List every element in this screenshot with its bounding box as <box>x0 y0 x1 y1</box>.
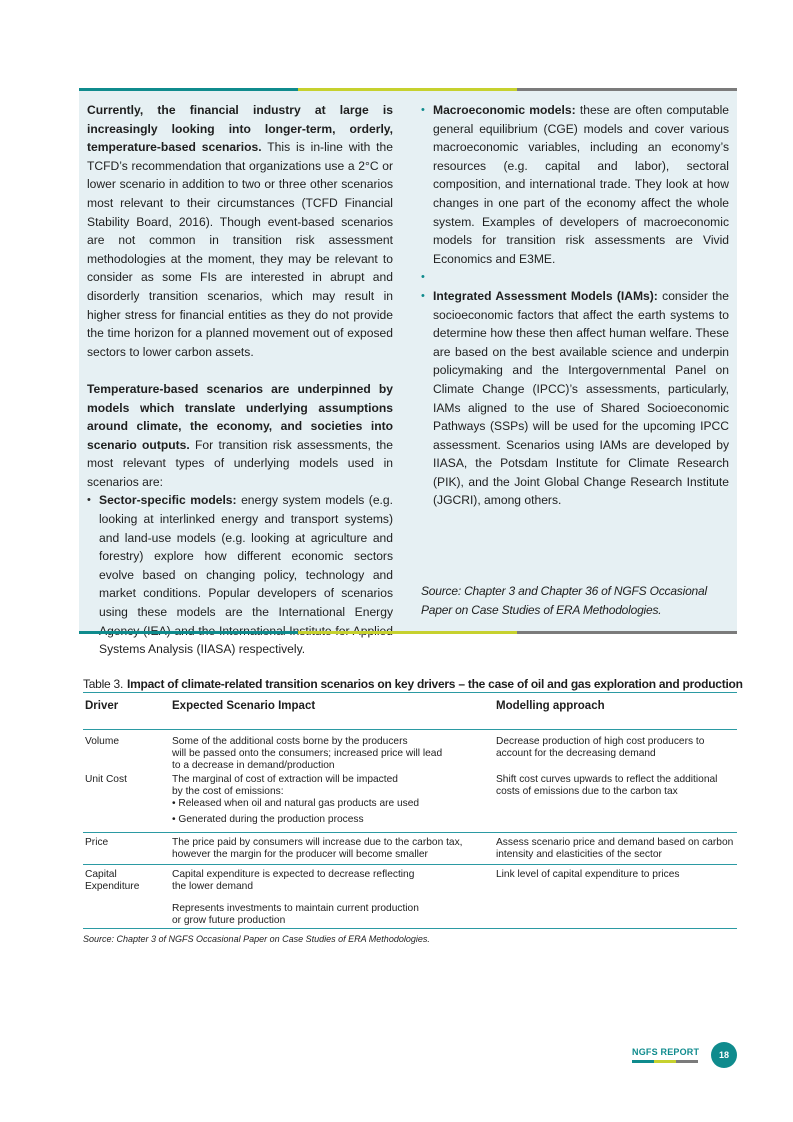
box-bottom-stripe <box>79 631 737 634</box>
footer-stripe <box>632 1060 698 1063</box>
stripe-lime <box>298 88 517 91</box>
box-top-stripe <box>79 88 737 91</box>
list-item-macroeconomic-models: • Macroeconomic models: these are often computable general equilibrium (CGE) models and cover various macroeconomic variables, including an economy’s resources (e.g. capital and labor), sectoral composition, and international trade. They look at how changes in one part of the economy affect the whole system. Examples of developers of macroeconomic models for transition risk assessments are Vivid Economics and E3ME. <box>421 101 729 268</box>
box-source-note: Source: Chapter 3 and Chapter 36 of NGFS Occasional Paper on Case Studies of ERA Methodologies. <box>421 584 707 617</box>
stripe-teal <box>79 88 298 91</box>
table-row <box>83 833 737 864</box>
row-impact: The marginal of cost of extraction will be impacted by the cost of emissions: • Released when oil and natural gas products are used • Generated during the production process <box>172 774 420 825</box>
footer-report-label: NGFS REPORT <box>632 1047 700 1057</box>
row-driver: Price <box>85 837 109 848</box>
header-driver: Driver <box>85 700 119 712</box>
row-approach: Assess scenario price and demand based on carbon intensity and elasticities of the sector <box>496 837 734 860</box>
table-header-row <box>83 693 737 729</box>
box-left-column <box>87 101 393 659</box>
row-impact: The price paid by consumers will increase due to the carbon tax, however the margin for the producer will become smaller <box>172 837 463 860</box>
row-approach: Link level of capital expenditure to prices <box>496 869 680 880</box>
row-driver: Volume <box>85 736 119 747</box>
table-source-note: Source: Chapter 3 of NGFS Occasional Paper on Case Studies of ERA Methodologies. <box>83 934 430 944</box>
table-row <box>83 774 737 832</box>
table-caption: Table 3. Impact of climate-related transition scenarios on key drivers – the case of oil and gas exploration and production <box>83 677 743 691</box>
row-driver: Unit Cost <box>85 774 127 785</box>
model-types-list-continued <box>421 101 729 510</box>
header-impact: Expected Scenario Impact <box>172 700 316 712</box>
row-impact: Capital expenditure is expected to decrease reflecting the lower demand Represents investments to maintain current production or grow future production <box>172 869 419 926</box>
list-item-sector-specific-models: • Sector-specific models: energy system models (e.g. looking at interlinked energy and transport systems) and land-use models (e.g. looking at agriculture and forestry) explore how different economic sectors evolve based on changing policy, technology and market conditions. Popular developers of scenarios using these models are the International Energy Systems Analysis (IIASA) respectively. <box>87 491 393 658</box>
table-3 <box>83 676 743 945</box>
row-approach: Decrease production of high cost producers to account for the decreasing demand <box>496 736 705 759</box>
paragraph-underlying-models: Temperature-based scenarios are underpinned by models which translate underlying assumptions around climate, the economy, and societies into scenario outputs. For transition risk assessments, the most relevant types of underlying models used in scenarios are: <box>87 381 393 489</box>
box-right-column <box>421 101 729 510</box>
row-approach: Shift cost curves upwards to reflect the additional costs of emissions due to the carbon tax <box>496 774 718 797</box>
row-impact: Some of the additional costs borne by the producers will be passed onto the consumers; increased price will lead to a decrease in demand/production <box>172 736 443 771</box>
table-row <box>83 730 737 774</box>
row-driver: Capital Expenditure <box>85 869 140 892</box>
list-item-integrated-assessment-models: • Integrated Assessment Models (IAMs): consider the socioeconomic factors that affect the earth systems to determine how these then affect human welfare. These are based on the best available science and underpin policymaking and the Intergovernmental Panel on Climate Change (IPCC)’s assessments, particularly, IAMs aligned to the use of Shared Socioeconomic Pathways (SSPs) will be used for the upcoming IPCC assessment. Scenarios using IAMs are developed by IIASA, the Potsdam Institute for Climate Research (PIK), and the Joint Global Change Research Institute (JGCRI), among others. <box>421 287 729 510</box>
paragraph-temperature-scenarios: Currently, the financial industry at large is increasingly looking into longer-term, orderly, temperature-based scenarios. This is in-line with the TCFD’s recommendation that organizations use a 2°C or lower scenario in addition to two or three other scenarios most relevant to their circumstances (TCFD Financial Stability Board, 2016). Though event-based scenarios are not common in transition risk assessment methodologies at the moment, they may be relevant to consider as some FIs are interested in abrupt and disorderly transition scenarios, which may result in higher stress for financial entities as they do not provide the time horizon for a planned movement out of exposed sectors to lower carbon assets. <box>87 103 393 359</box>
page-number-badge: 18 <box>711 1042 737 1068</box>
stripe-grey <box>517 88 737 91</box>
scenario-info-box <box>79 88 737 657</box>
header-approach: Modelling approach <box>496 700 605 712</box>
table-row <box>83 865 737 928</box>
